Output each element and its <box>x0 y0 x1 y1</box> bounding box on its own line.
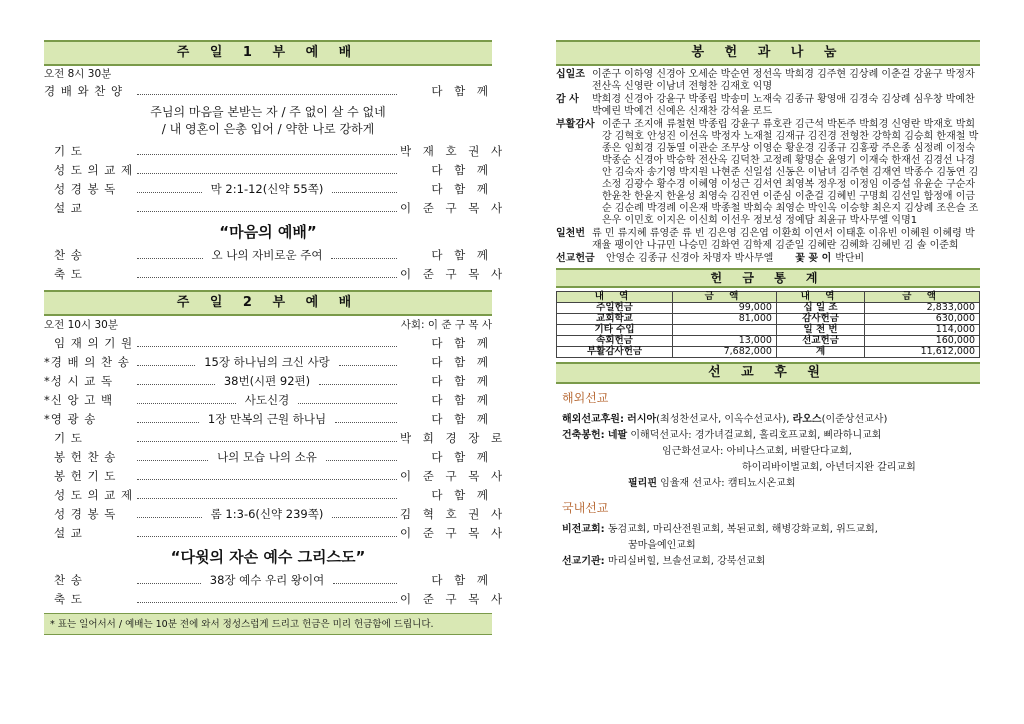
order-person: 다 함 께 <box>431 248 493 262</box>
order-label: 기 도 <box>54 431 83 445</box>
order-person: 다 함 께 <box>431 412 493 426</box>
finance-cell: 부활감사헌금 <box>557 347 673 358</box>
finance-cell: 160,000 <box>865 336 980 347</box>
order-row <box>44 161 492 180</box>
order-person: 다 함 께 <box>431 163 492 177</box>
order-label: 성 경 봉 독 <box>54 182 117 196</box>
service1-order-list-end <box>44 246 507 284</box>
offering-group-label: 부활감사 <box>556 119 595 130</box>
finance-cell <box>673 325 777 336</box>
order-label: 성 도 의 교 제 <box>54 163 134 177</box>
order-person: 김 혁 호 권 사 <box>400 507 507 521</box>
praise-hymn-lines: 주님의 마음을 본받는 자 / 주 없이 살 수 없네 / 내 영혼이 은총 입어 / 약한 나로 강하게 <box>150 105 386 136</box>
finance-cell: 속회헌금 <box>557 336 673 347</box>
offering-group <box>556 69 980 93</box>
worship-order-column <box>44 40 507 635</box>
offering-groups <box>556 69 980 252</box>
order-row <box>44 372 492 391</box>
finance-col-header: 내 역 <box>557 292 673 303</box>
order-person: 다 함 께 <box>431 488 492 502</box>
order-detail: 오 나의 자비로운 주여 <box>211 248 323 262</box>
service1-row-praise: 경 배 와 찬 양 다 함 께 <box>44 84 492 98</box>
order-person: 이 준 구 목 사 <box>400 267 507 281</box>
finance-cell: 선교헌금 <box>776 336 864 347</box>
order-row <box>44 142 507 161</box>
finance-header: 헌 금 통 계 <box>556 268 980 288</box>
order-person: 다 함 께 <box>431 182 492 196</box>
order-person: 이 준 구 목 사 <box>400 592 507 606</box>
building-line: 건축봉헌: 네팔 이해덕선교사: 경가녀걸교회, 홀리호프교회, 삐라하니교회 <box>562 430 882 441</box>
vision-line: 비전교회: 동검교회, 마리산전원교회, 복된교회, 해병강화교회, 위드교회, <box>562 524 878 535</box>
service1-header: 주 일 1 부 예 배 <box>44 40 492 66</box>
order-row <box>44 410 492 429</box>
service2-order-list <box>44 334 507 543</box>
order-detail: 사도신경 <box>244 393 290 407</box>
order-detail: 막 2:1-12(신약 55쪽) <box>210 182 324 196</box>
finance-row <box>557 303 980 314</box>
order-row <box>44 180 492 199</box>
missions-header: 선 교 후 원 <box>556 362 980 384</box>
order-row <box>44 448 492 467</box>
order-detail: 38장 예수 우리 왕이여 <box>209 573 325 587</box>
missions-body <box>556 390 980 570</box>
offering-group-names: 이준구 이하영 신경아 오세순 박순연 정선옥 박희경 김주현 김상례 이춘걸 강윤구 박정자 전산옥 신영란 이남녀 전형찬 김재호 익명 <box>592 69 975 92</box>
order-label: 설 교 <box>54 526 83 540</box>
order-label: 성 경 봉 독 <box>54 507 117 521</box>
finance-row <box>557 336 980 347</box>
order-person: 다 함 께 <box>431 374 492 388</box>
building-line-2: 임근화선교사: 아비나스교회, 버랄단다교회, <box>662 446 852 457</box>
order-person: 다 함 께 <box>431 393 492 407</box>
finance-cell: 교회학교 <box>557 314 673 325</box>
finance-cell: 계 <box>776 347 864 358</box>
service2-order-list-end <box>44 571 507 609</box>
order-label: *영 광 송 <box>44 412 97 426</box>
order-row <box>44 571 492 590</box>
finance-cell: 2,833,000 <box>865 303 980 314</box>
order-person: 이 준 구 목 사 <box>400 201 507 215</box>
order-label: *경 배 의 찬 송 <box>44 355 130 369</box>
finance-row <box>557 314 980 325</box>
order-row <box>44 246 492 265</box>
finance-cell: 7,682,000 <box>673 347 777 358</box>
order-label: 봉 헌 기 도 <box>54 469 117 483</box>
order-detail: 38번(시편 92편) <box>223 374 311 388</box>
order-label: 봉 헌 찬 송 <box>54 450 117 464</box>
building-line-3: 하이리바이벌교회, 아년더지완 갈리교회 <box>742 462 916 473</box>
finance-cell: 114,000 <box>865 325 980 336</box>
service1-time: 오전 8시 30분 <box>44 68 112 80</box>
offering-group-names: 류 민 류지혜 류영준 류 빈 김은영 김은엽 이환희 이연서 이태훈 이유빈 이혜원 이혜령 박재율 팽이안 나규민 나승민 김화연 김학제 김준일 김혜란 김혜화 김혜빈 김 솔 이준희 <box>592 228 975 251</box>
order-detail: 나의 모습 나의 소유 <box>217 450 317 464</box>
order-person: 박 희 경 장 로 <box>400 431 507 445</box>
finance-row <box>557 347 980 358</box>
finance-table <box>556 291 980 358</box>
finance-col-header: 내 역 <box>776 292 864 303</box>
overseas-sponsor-line: 해외선교후원: 러시아(최성찬선교사, 이옥수선교사), 라오스(이준상선교사) <box>562 414 888 425</box>
finance-col-header: 금 액 <box>673 292 777 303</box>
mission-offering-row: 선교헌금 안영순 김종규 신경아 차명자 박사무엘 꽃 꽂 이 박단비 <box>556 253 865 264</box>
finance-cell: 주일헌금 <box>557 303 673 314</box>
finance-row <box>557 325 980 336</box>
finance-cell: 99,000 <box>673 303 777 314</box>
standing-note: * 표는 일어서서 / 예배는 10분 전에 와서 정성스럽게 드리고 헌금은 미리 헌금함에 드립니다. <box>44 613 492 635</box>
order-person: 다 함 께 <box>431 450 492 464</box>
order-row <box>44 429 507 448</box>
order-row <box>44 353 492 372</box>
service2-host: 사회: 이 준 구 목 사 <box>400 319 492 331</box>
offering-group <box>556 228 980 252</box>
order-label: 축 도 <box>54 592 83 606</box>
order-detail: 15장 하나님의 크신 사랑 <box>204 355 330 369</box>
order-row <box>44 505 507 524</box>
domestic-title: 국내선교 <box>562 501 609 515</box>
order-person: 이 준 구 목 사 <box>400 526 507 540</box>
order-row <box>44 265 507 284</box>
finance-col-header: 금 액 <box>865 292 980 303</box>
order-person: 다 함 께 <box>431 336 492 350</box>
finance-cell: 11,612,000 <box>865 347 980 358</box>
order-person: 이 준 구 목 사 <box>400 469 507 483</box>
finance-cell: 81,000 <box>673 314 777 325</box>
order-detail: 1장 만복의 근원 하나님 <box>207 412 327 426</box>
offering-group-names: 박희경 신경아 강윤구 박종립 박송미 노재숙 김종규 황영애 김경숙 김상례 심우창 박예찬 박예린 박예건 신예은 신재찬 강석윤 로드 <box>592 94 975 117</box>
order-label: 축 도 <box>54 267 83 281</box>
finance-cell: 630,000 <box>865 314 980 325</box>
offering-group-label: 십일조 <box>556 69 585 80</box>
order-detail: 롬 1:3-6(신약 239쪽) <box>210 507 324 521</box>
service1-sermon-title: “마음의 예배” <box>219 223 317 241</box>
order-label: *성 시 교 독 <box>44 374 114 388</box>
order-row <box>44 334 492 353</box>
order-label: 성 도 의 교 제 <box>54 488 134 502</box>
order-row <box>44 590 507 609</box>
order-label: 찬 송 <box>54 573 83 587</box>
offering-header: 봉 헌 과 나 눔 <box>556 40 980 66</box>
finance-cell: 십 일 조 <box>776 303 864 314</box>
offering-group <box>556 119 980 227</box>
order-person: 다 함 께 <box>431 355 492 369</box>
overseas-title: 해외선교 <box>562 391 609 405</box>
finance-cell: 기타 수입 <box>557 325 673 336</box>
finance-cell: 일 천 번 <box>776 325 864 336</box>
service1-order-list <box>44 142 507 218</box>
order-person: 다 함 께 <box>431 573 493 587</box>
offering-group <box>556 94 980 118</box>
service2-time: 오전 10시 30분 <box>44 319 118 331</box>
offering-column <box>556 40 980 570</box>
order-row <box>44 199 507 218</box>
order-row <box>44 391 492 410</box>
order-person: 박 재 호 권 사 <box>400 144 507 158</box>
order-label: 기 도 <box>54 144 83 158</box>
order-row <box>44 524 507 543</box>
order-row <box>44 486 492 505</box>
order-row <box>44 467 507 486</box>
order-label: 임 재 의 기 원 <box>54 336 134 350</box>
offering-group-names: 이준구 조지애 류철현 박종립 강윤구 류호관 김근석 박돈주 박희경 신영란 박재호 박희강 김혁호 안성진 이선옥 박정자 노재철 김재규 김진경 전형찬 강학희 김승희 한재철 박종은 임희경 김동열 이관순 조무상 이영순 황운경 김종규 김홍광 주은종 심정례 이정숙 박종순 신경아 박승학 전산옥 김덕찬 고정례 황명순 윤영기 이재숙 한재선 김경선 나경안 김숙자 송기영 박지원 나현준 신일섭 신동은 이남녀 김주현 김재연 박종수 김동연 김소정 김광수 황수경 이혜영 이성근 김서연 최영복 정우정 이정임 이증섭 유윤순 구순자 한윤찬 한윤지 한윤성 최영숙 김진연 이준심 이춘걸 김혜빈 구명희 김선일 함정애 이금순 김순례 박경례 이은재 박종철 박희숙 최영순 박인옥 이승향 최은지 김상례 조은슬 조은우 이민호 이지은 이신희 이선우 정보성 정예담 최윤규 박사무엘 익명1 <box>602 119 979 226</box>
vision-line-2: 꿈마을예인교회 <box>628 540 696 551</box>
finance-cell: 13,000 <box>673 336 777 347</box>
service2-sermon-title: “다윗의 자손 예수 그리스도” <box>170 548 366 566</box>
order-label: *신 앙 고 백 <box>44 393 114 407</box>
order-label: 설 교 <box>54 201 83 215</box>
order-label: 찬 송 <box>54 248 83 262</box>
service2-meta <box>44 316 492 334</box>
service2-header: 주 일 2 부 예 배 <box>44 290 492 316</box>
offering-group-label: 일천번 <box>556 228 585 239</box>
finance-cell: 감사헌금 <box>776 314 864 325</box>
philippines-line: 필리핀 임율재 선교사: 캠티뇨시온교회 <box>628 478 796 489</box>
org-line: 선교기관: 마리실버힐, 브솔선교회, 강북선교회 <box>562 556 766 567</box>
offering-group-label: 감 사 <box>556 94 579 105</box>
